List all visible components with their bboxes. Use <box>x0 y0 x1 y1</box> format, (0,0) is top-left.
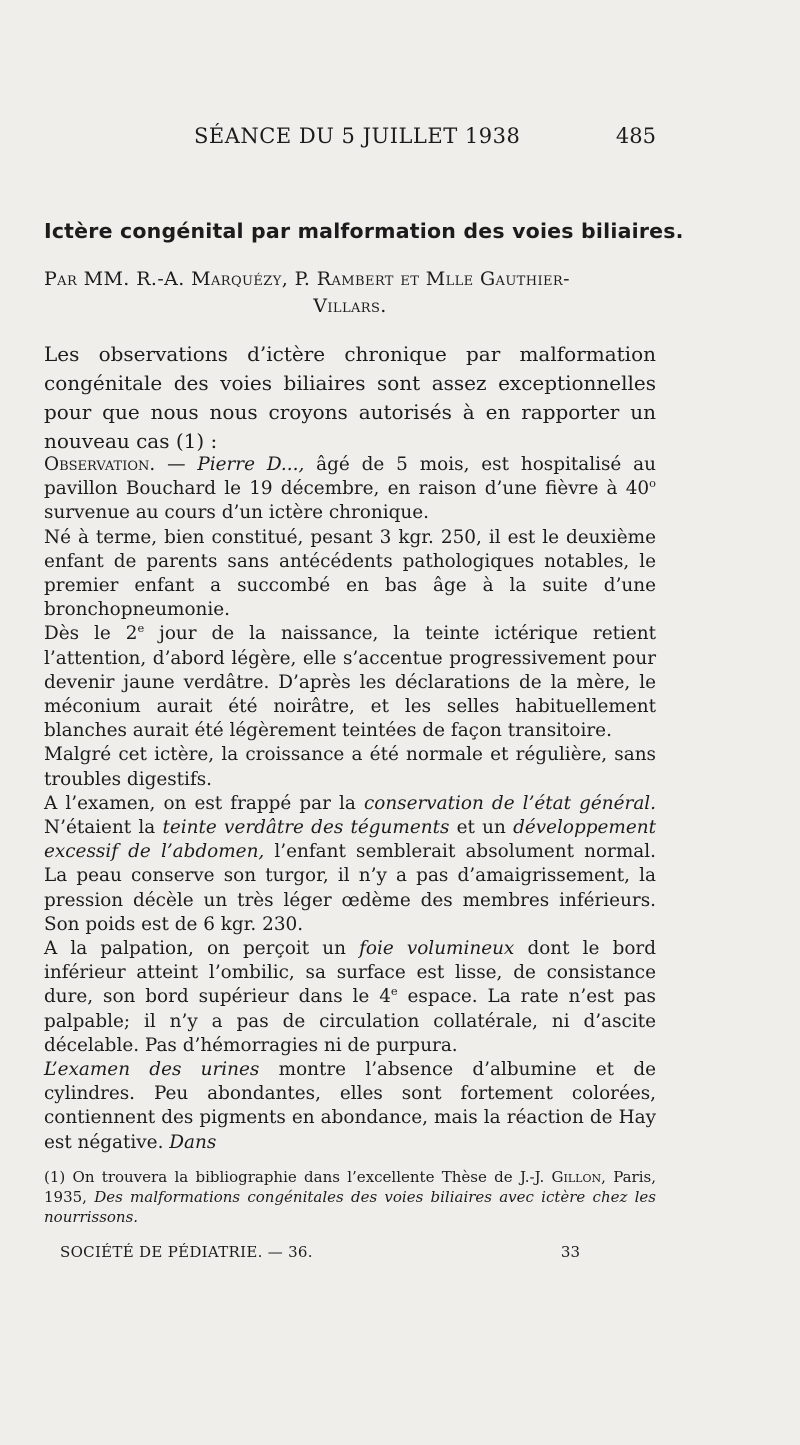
observation-dash: — <box>155 454 198 475</box>
footnote-text-b: Paris, 1935, <box>44 1168 656 1206</box>
footnote <box>44 1167 656 1227</box>
footer-journal: SOCIÉTÉ DE PÉDIATRIE. — 36. <box>60 1243 313 1261</box>
observation-section <box>44 453 656 1155</box>
observation-paragraph-3 <box>44 622 656 743</box>
observation-text-6b: dont le bord inférieur atteint l’ombilic, sa surface est lisse, de consistance dure, son bord supérieur dans le 4 <box>44 938 656 1008</box>
observation-text-3b: jour de la naissance, la teinte ictérique retient l’attention, d’abord légère, elle s’accentue progressivement pour devenir jaune verdâtre. D’après les déclarations de la mère, le méconium aurait été noirâtre, et les selles habituellement blanches aurait été légèrement teintées de façon transitoire. <box>44 623 656 742</box>
footnote-text-a: On trouvera la bibliographie dans l’excellente Thèse de J.-J. <box>65 1168 552 1186</box>
article-title: Ictère congénital par malformation des voies biliaires. <box>44 219 684 243</box>
observation-text-5d: l’enfant semblerait absolument normal. La peau conserve son turgor, il n’y a pas d’amaigrissement, la pression décèle un très léger œdème des membres inférieurs. Son poids est de 6 kgr. 230. <box>44 841 656 935</box>
signature-number: 33 <box>560 1243 580 1261</box>
emphasis-general-state: conservation de l’état général. <box>363 792 657 814</box>
authors-line-1: Par MM. R.-A. Marquézy, P. Rambert et Mlle Gauthier- <box>44 268 570 290</box>
running-header <box>44 124 656 154</box>
running-title: SÉANCE DU 5 JUILLET 1938 <box>194 124 521 148</box>
emphasis-continuation: Dans <box>169 1131 217 1153</box>
observation-text-5a: A l’examen, on est frappé par la <box>44 792 364 814</box>
footnote-marker: (1) <box>44 1168 66 1186</box>
intro-text: Les observations d’ictère chronique par malformation congénitale des voies biliaires sont assez exceptionnelles pour que nous nous croyons autorisés à en rapporter un nouveau cas (1) : <box>44 342 656 453</box>
degree-mark: o <box>649 476 656 491</box>
ordinal-mark-2: e <box>390 984 398 999</box>
observation-text-7a: montre l’absence d’albumine et de cylindres. Peu abondantes, elles sont fortement colorées, contiennent des pigments en abondance, mais la réaction de Hay est négative. <box>44 1059 656 1153</box>
patient-name: Pierre D..., <box>197 454 305 475</box>
footnote-work-title: Des malformations congénitales des voies biliaires avec ictère chez les nourrissons. <box>44 1188 656 1226</box>
observation-paragraph-4: Malgré cet ictère, la croissance a été normale et régulière, sans troubles digestifs. <box>44 744 656 790</box>
observation-label: Observation. <box>44 454 156 475</box>
observation-text-6a: A la palpation, on perçoit un <box>44 938 360 960</box>
observation-text-1-end: survenue au cours d’un ictère chronique. <box>44 502 429 524</box>
observation-paragraph-2: Né à terme, bien constitué, pesant 3 kgr. 250, il est le deuxième enfant de parents sans antécédents pathologiques notables, le premier enfant a succombé en bas âge à la suite d’une bronchopneumonie. <box>44 526 656 621</box>
page-number: 485 <box>615 124 656 148</box>
intro-paragraph <box>44 340 656 456</box>
observation-text-5c: et un <box>449 817 514 839</box>
article-authors <box>44 266 656 320</box>
observation-paragraph-6 <box>44 937 656 1058</box>
observation-paragraph-7 <box>44 1058 656 1155</box>
ordinal-mark: e <box>137 621 145 636</box>
authors-line-2: Villars. <box>313 295 387 317</box>
observation-text-5b: N’étaient la <box>44 817 163 839</box>
observation-text-3a: Dès le 2 <box>44 623 138 645</box>
observation-text-1: âgé de 5 mois, est hospitalisé au pavillon Bouchard le 19 décembre, en raison d’une fièvre à 40 <box>44 454 656 500</box>
observation-paragraph-5 <box>44 792 656 937</box>
observation-paragraph-1 <box>44 453 656 526</box>
emphasis-liver: foie volumineux <box>359 938 515 960</box>
footnote-author: Gillon, <box>551 1168 606 1186</box>
page-footer <box>44 1243 656 1267</box>
emphasis-urine-exam: L’examen des urines <box>44 1059 260 1081</box>
emphasis-skin-tint: teinte verdâtre des téguments <box>162 817 450 839</box>
footnote-text <box>44 1167 656 1227</box>
emphasis-abdomen: développement excessif de l’abdomen, <box>44 817 656 863</box>
observation-text-6c: espace. La rate n’est pas palpable; il n’y a pas de circulation collatérale, ni d’ascite décelable. Pas d’hémorragies ni de purpura. <box>44 986 656 1056</box>
